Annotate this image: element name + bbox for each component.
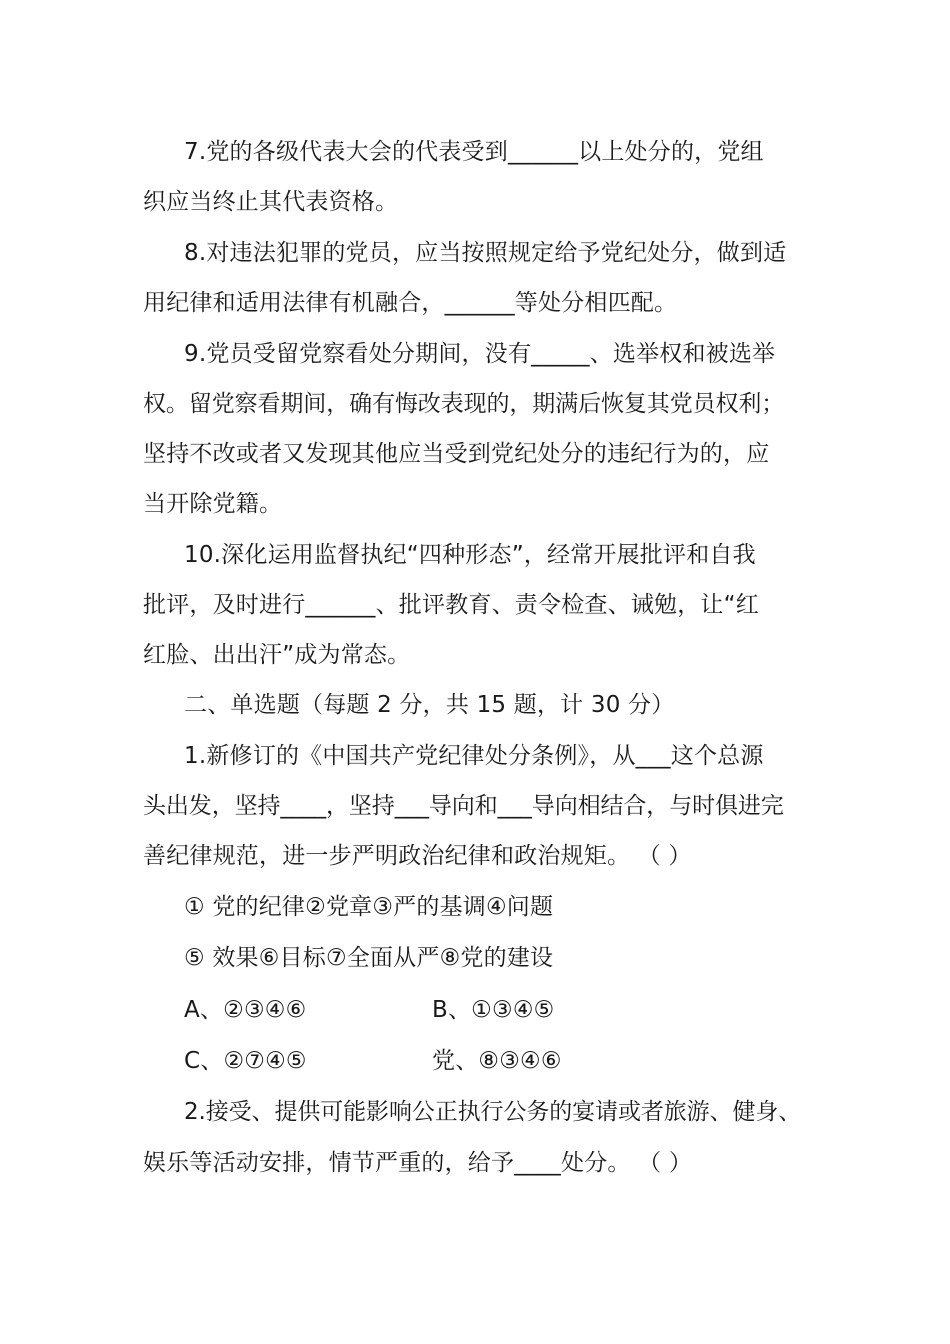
mc1-option-d: 党、⑧③④⑥ [432,1048,562,1074]
q10-line-2: 批评，及时进行______、批评教育、责令检查、诫勉，让“红 [143,592,759,618]
q8-line-2: 用纪律和适用法律有机融合，______等处分相匹配。 [143,290,678,316]
mc2-line-1: 2.接受、提供可能影响公正执行公务的宴请或者旅游、健身、 [184,1099,802,1125]
q7-line-2: 织应当终止其代表资格。 [143,189,399,215]
mc1-items-line-2: ⑤ 效果⑥目标⑦全面从严⑧党的建设 [184,945,554,971]
mc1-line-3: 善纪律规范，进一步严明政治纪律和政治规矩。 （ ） [143,843,692,869]
mc1-option-c: C、②⑦④⑤ [184,1048,307,1074]
mc1-option-a: A、②③④⑥ [184,997,307,1023]
q10-line-3: 红脸、出出汗”成为常态。 [143,642,411,668]
q10-line-1: 10.深化运用监督执纪“四种形态”，经常开展批评和自我 [184,542,756,568]
q9-line-3: 坚持不改或者又发现其他应当受到党纪处分的违纪行为的，应 [143,441,770,467]
mc1-line-1: 1.新修订的《中国共产党纪律处分条例》，从___这个总源 [184,743,764,769]
mc1-items-line-1: ① 党的纪律②党章③严的基调④问题 [184,894,554,920]
mc1-option-b: B、①③④⑤ [432,997,555,1023]
q9-line-1: 9.党员受留党察看处分期间，没有_____、选举权和被选举 [184,341,776,367]
q8-line-1: 8.对违法犯罪的党员，应当按照规定给予党纪处分，做到适 [184,240,787,266]
mc2-line-2: 娱乐等活动安排，情节严重的，给予____处分。 （ ） [143,1150,693,1176]
q9-line-4: 当开除党籍。 [143,491,283,517]
section-heading-single-choice: 二、单选题（每题 2 分，共 15 题，计 30 分） [184,692,675,718]
q7-line-1: 7.党的各级代表大会的代表受到______以上处分的，党组 [184,139,764,165]
mc1-line-2: 头出发，坚持____，坚持___导向和___导向相结合，与时俱进完 [143,793,784,819]
q9-line-2: 权。留党察看期间，确有悔改表现的，期满后恢复其党员权利； [143,391,785,417]
